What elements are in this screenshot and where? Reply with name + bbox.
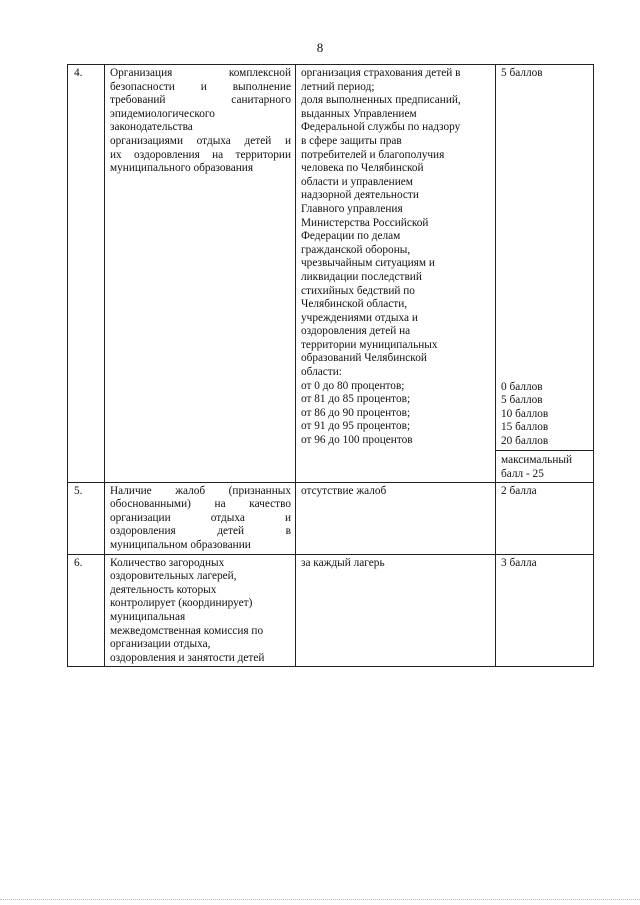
score-line: 2 балла	[501, 484, 537, 497]
criterion-line: Организация комплексной	[110, 67, 291, 79]
row-number: 4.	[68, 65, 105, 483]
criterion-line: организации отдыха и	[110, 511, 291, 524]
indicator-line: учреждениями отдыха и	[301, 311, 418, 324]
indicator-line: организация страхования детей в	[301, 67, 461, 79]
score-line: 20 баллов	[501, 434, 549, 447]
indicator-line: от 0 до 80 процентов;	[301, 379, 405, 392]
page-number: 8	[316, 40, 324, 55]
criterion-line: Наличие жалоб (признанных	[110, 484, 291, 497]
criterion-line: муниципального образования	[110, 162, 254, 175]
criterion-line: их оздоровления на территории	[110, 148, 291, 161]
score-insurance: 5 баллов	[501, 67, 543, 79]
indicator-line: Министерства Российской	[301, 216, 429, 229]
indicator-line: чрезвычайным ситуациям и	[301, 257, 435, 270]
indicator-line: от 91 до 95 процентов;	[301, 420, 411, 433]
scan-edge-divider	[0, 899, 640, 900]
criterion-cell	[105, 554, 296, 667]
indicator-line: человека по Челябинской	[301, 162, 424, 175]
indicator-line: от 96 до 100 процентов	[301, 434, 413, 447]
indicator-line: Челябинской области,	[301, 298, 408, 311]
criteria-table	[67, 64, 594, 667]
score-cell	[496, 65, 594, 451]
indicator-line: оздоровления детей на	[301, 325, 411, 338]
indicator-cell	[296, 482, 496, 554]
criterion-cell	[105, 65, 296, 483]
indicator-line: потребителей и благополучия	[301, 148, 445, 161]
score-line: 15 баллов	[501, 421, 549, 434]
indicator-line: ликвидации последствий	[301, 270, 422, 283]
indicator-line: территории муниципальных	[301, 338, 438, 351]
indicator-line: надзорной деятельности	[301, 189, 419, 202]
criterion-line: муниципальная	[110, 610, 186, 623]
indicator-line: гражданской обороны,	[301, 243, 411, 256]
indicator-line: в сфере защиты прав	[301, 134, 402, 147]
indicator-line: Главного управления	[301, 202, 403, 215]
criterion-line: организациями отдыха детей и	[110, 134, 291, 147]
indicator-line: выданных Управлением	[301, 107, 417, 120]
indicator-line: образований Челябинской	[301, 352, 427, 365]
indicator-line: области и управлением	[301, 175, 413, 188]
criterion-cell	[105, 482, 296, 554]
indicator-line: отсутствие жалоб	[301, 484, 387, 497]
score-line: 0 баллов	[501, 380, 543, 393]
indicator-line: от 86 до 90 процентов;	[301, 406, 411, 419]
row-number: 6.	[68, 554, 105, 667]
max-score-cell	[496, 450, 594, 482]
score-cell	[496, 554, 594, 667]
indicator-line: летний период;	[301, 80, 375, 93]
row-number: 5.	[68, 482, 105, 554]
criterion-line: межведомственная комиссия по	[110, 624, 264, 637]
criterion-line: организации отдыха,	[110, 638, 211, 651]
criterion-line: оздоровления и занятости детей	[110, 651, 265, 664]
criterion-line: обоснованными) на качество	[110, 498, 291, 511]
criterion-line: безопасности и выполнение	[110, 80, 291, 93]
table-row	[68, 482, 594, 554]
score-line: 5 баллов	[501, 394, 543, 407]
indicator-line: области:	[301, 366, 342, 379]
criterion-line: деятельность которых	[110, 583, 217, 596]
max-score-line: балл - 25	[501, 467, 544, 480]
indicator-cell	[296, 65, 496, 483]
indicator-line: от 81 до 85 процентов;	[301, 393, 411, 406]
criterion-line: Количество загородных	[110, 556, 225, 569]
indicator-line: доля выполненных предписаний,	[301, 94, 461, 107]
score-cell	[496, 482, 594, 554]
table-row	[68, 65, 594, 451]
indicator-line: Федерации по делам	[301, 230, 401, 243]
criterion-line: эпидемиологического	[110, 107, 215, 120]
max-score-line: максимальный	[501, 453, 573, 466]
criterion-line: муниципальном образовании	[110, 538, 251, 551]
criterion-line: оздоровления детей в	[110, 525, 291, 538]
indicator-line: стихийных бедствий по	[301, 284, 415, 297]
indicator-line: за каждый лагерь	[301, 556, 385, 569]
criterion-line: требований санитарного	[110, 94, 291, 107]
criterion-line: оздоровительных лагерей,	[110, 570, 237, 583]
score-line: 3 балла	[501, 556, 537, 569]
indicator-cell	[296, 554, 496, 667]
table-row	[68, 554, 594, 667]
indicator-line: Федеральной службы по надзору	[301, 121, 461, 134]
score-line: 10 баллов	[501, 407, 549, 420]
criterion-line: законодательства	[110, 121, 193, 134]
criterion-line: контролирует (координирует)	[110, 597, 253, 610]
